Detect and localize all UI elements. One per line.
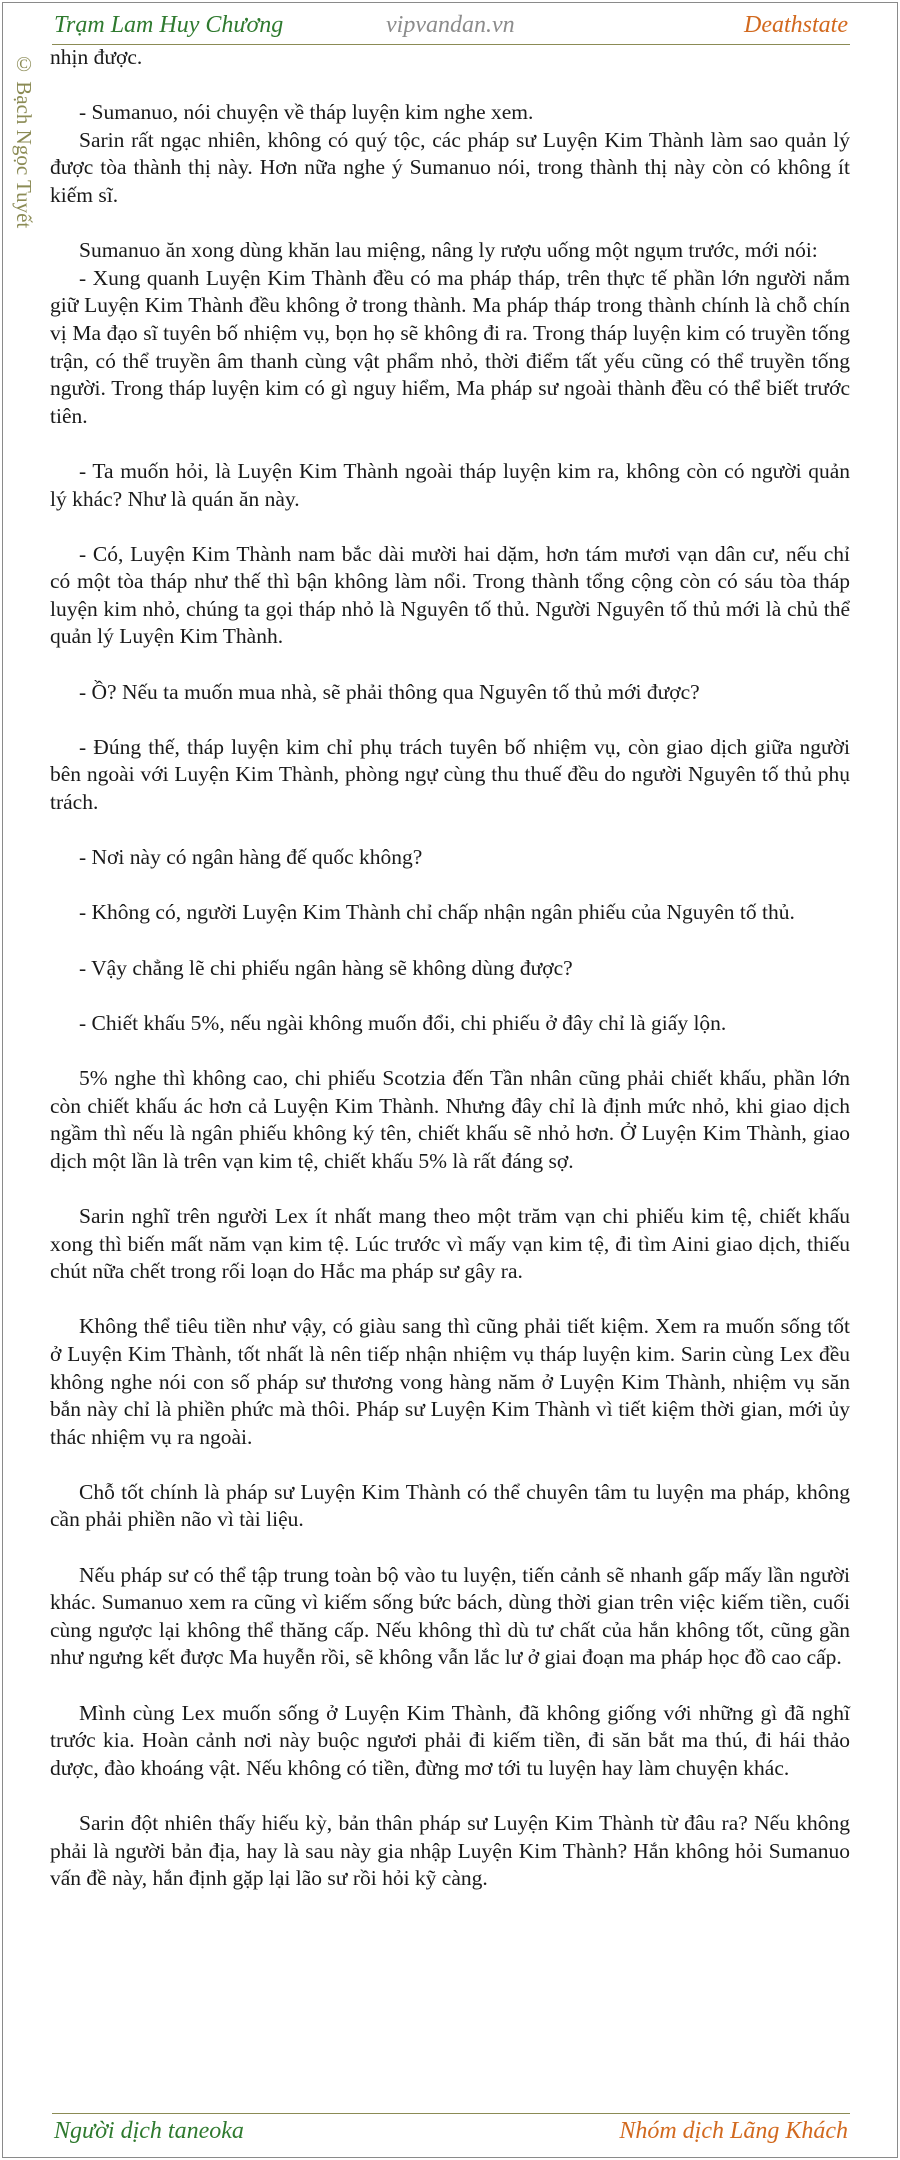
copyright-text: © Bạch Ngọc Tuyết [12, 52, 36, 229]
paragraph: Sarin rất ngạc nhiên, không có quý tộc, các pháp sư Luyện Kim Thành làm sao quản lý được tòa thành thị này. Hơn nữa nghe ý Sumanuo nói, trong thành thị này còn có không ít kiếm sĩ. [50, 127, 850, 207]
paragraph-spacer [50, 1037, 850, 1065]
paragraph-spacer [50, 1672, 850, 1700]
paragraph-spacer [50, 982, 850, 1010]
paragraph-spacer [50, 1286, 850, 1314]
paragraph: - Ta muốn hỏi, là Luyện Kim Thành ngoài tháp luyện kim ra, không còn có người quản lý khác? Như là quán ăn này. [50, 458, 850, 511]
paragraph-spacer [50, 706, 850, 734]
paragraph: Sarin nghĩ trên người Lex ít nhất mang theo một trăm vạn chi phiếu kim tệ, chiết khấu xong thì biến mất năm vạn kim tệ. Lúc trước vì mấy vạn kim tệ, đi tìm Aini giao dịch, thiếu chút nữa chết trong rối loạn do Hắc ma pháp sư gây ra. [50, 1203, 850, 1284]
footer-group: Nhóm dịch Lãng Khách [619, 2118, 848, 2144]
paragraph: - Vậy chẳng lẽ chi phiếu ngân hàng sẽ không dùng được? [79, 955, 573, 980]
paragraph-spacer [50, 430, 850, 458]
paragraph-spacer [50, 872, 850, 900]
paragraph-spacer [50, 1175, 850, 1203]
paragraph: - Xung quanh Luyện Kim Thành đều có ma pháp tháp, trên thực tế phần lớn người nắm giữ Luyện Kim Thành đều không ở trong thành. Ma pháp tháp trong thành chính là chỗ chín vị Ma đạo sĩ tuyên bố nhiệm vụ, bọn họ sẽ không đi ra. Trong tháp luyện kim có truyền tống trận, có thể truyền âm thanh cùng vật phẩm nhỏ, thời điểm tất yếu cũng có thể truyền tống người. Trong tháp luyện kim có gì nguy hiểm, Ma pháp sư ngoài thành đều có thể biết trước tiên. [50, 265, 850, 428]
page-header [52, 8, 850, 45]
paragraph: Nếu pháp sư có thể tập trung toàn bộ vào tu luyện, tiến cảnh sẽ nhanh gấp mấy lần người khác. Sumanuo xem ra cũng vì kiếm sống bức bách, dùng thời gian trên việc kiếm tiền, cuối cùng ngược lại không thể thăng cấp. Nếu không thì dù tư chất của hắn không tốt, cũng gần như ngưng kết được Ma huyễn rồi, sẽ không vẫn lắc lư ở giai đoạn ma pháp học đồ cao cấp. [50, 1562, 850, 1670]
header-author: Deathstate [744, 12, 848, 38]
chapter-text [50, 44, 850, 1893]
paragraph: Chỗ tốt chính là pháp sư Luyện Kim Thành có thể chuyên tâm tu luyện ma pháp, không cần phải phiền não vì tài liệu. [50, 1479, 850, 1532]
paragraph-spacer [50, 651, 850, 679]
paragraph: - Chiết khấu 5%, nếu ngài không muốn đổi, chi phiếu ở đây chỉ là giấy lộn. [79, 1010, 727, 1035]
paragraph-spacer [50, 1451, 850, 1479]
footer-translator: Người dịch taneoka [54, 2118, 244, 2144]
paragraph-spacer [50, 1534, 850, 1562]
paragraph: Mình cùng Lex muốn sống ở Luyện Kim Thành, đã không giống với những gì đã nghĩ trước kia. Hoàn cảnh nơi này buộc ngươi phải đi kiếm tiền, đi săn bắt ma thú, đi hái thảo dược, đào khoáng vật. Nếu không có tiền, đừng mơ tới tu luyện hay làm chuyện khác. [50, 1700, 850, 1780]
paragraph-spacer [50, 210, 850, 238]
paragraph-spacer [50, 1782, 850, 1810]
header-site-name: Trạm Lam Huy Chương [54, 12, 284, 38]
paragraph: - Đúng thế, tháp luyện kim chỉ phụ trách tuyên bố nhiệm vụ, còn giao dịch giữa người bên ngoài với Luyện Kim Thành, phòng ngự cùng thu thuế đều do người Nguyên tố thủ phụ trách. [50, 734, 850, 815]
paragraph: - Ồ? Nếu ta muốn mua nhà, sẽ phải thông qua Nguyên tố thủ mới được? [79, 679, 700, 704]
paragraph-spacer [50, 72, 850, 100]
paragraph: Sumanuo ăn xong dùng khăn lau miệng, nâng ly rượu uống một ngụm trước, mới nói: [79, 238, 818, 263]
paragraph-spacer [50, 513, 850, 541]
paragraph: - Không có, người Luyện Kim Thành chỉ chấp nhận ngân phiếu của Nguyên tố thủ. [79, 900, 795, 925]
paragraph: nhịn được. [50, 45, 143, 69]
copyright-sidebar [10, 52, 40, 252]
header-site-url: vipvandan.vn [386, 12, 515, 38]
paragraph: Không thể tiêu tiền như vậy, có giàu sang thì cũng phải tiết kiệm. Xem ra muốn sống tốt ở Luyện Kim Thành, tốt nhất là nên tiếp nhận nhiệm vụ tháp luyện kim. Sarin cùng Lex đều không nghe nói con số pháp sư thương vong hàng năm ở Luyện Kim Thành, nhiệm vụ săn bắn này chỉ là phiền phức mà thôi. Pháp sư Luyện Kim Thành vì tiết kiệm thời gian, mới ủy thác nhiệm vụ ra ngoài. [50, 1314, 850, 1449]
paragraph: - Nơi này có ngân hàng đế quốc không? [79, 845, 423, 870]
paragraph-spacer [50, 927, 850, 955]
paragraph: - Có, Luyện Kim Thành nam bắc dài mười hai dặm, hơn tám mươi vạn dân cư, nếu chỉ có một tòa tháp như thế thì bận không làm nổi. Trong thành tổng cộng còn có sáu tòa tháp luyện kim nhỏ, chúng ta gọi tháp nhỏ là Nguyên tố thủ. Người Nguyên tố thủ mới là chủ thể quản lý Luyện Kim Thành. [50, 541, 850, 649]
paragraph-spacer [50, 817, 850, 845]
paragraph: Sarin đột nhiên thấy hiếu kỳ, bản thân pháp sư Luyện Kim Thành từ đâu ra? Nếu không phải là người bản địa, hay là sau này gia nhập Luyện Kim Thành? Hắn không hỏi Sumanuo vấn đề này, hắn định gặp lại lão sư rồi hỏi kỹ càng. [50, 1811, 850, 1891]
page-footer [52, 2113, 850, 2150]
paragraph: - Sumanuo, nói chuyện về tháp luyện kim nghe xem. [79, 100, 534, 125]
paragraph: 5% nghe thì không cao, chi phiếu Scotzia đến Tần nhân cũng phải chiết khấu, phần lớn còn chiết khấu ác hơn cả Luyện Kim Thành. Nhưng đây chỉ là định mức nhỏ, khi giao dịch ngầm thì nếu là ngân phiếu không ký tên, chiết khấu sẽ nhỏ hơn. Ở Luyện Kim Thành, giao dịch một lần là trên vạn kim tệ, chiết khấu 5% là rất đáng sợ. [50, 1065, 850, 1173]
